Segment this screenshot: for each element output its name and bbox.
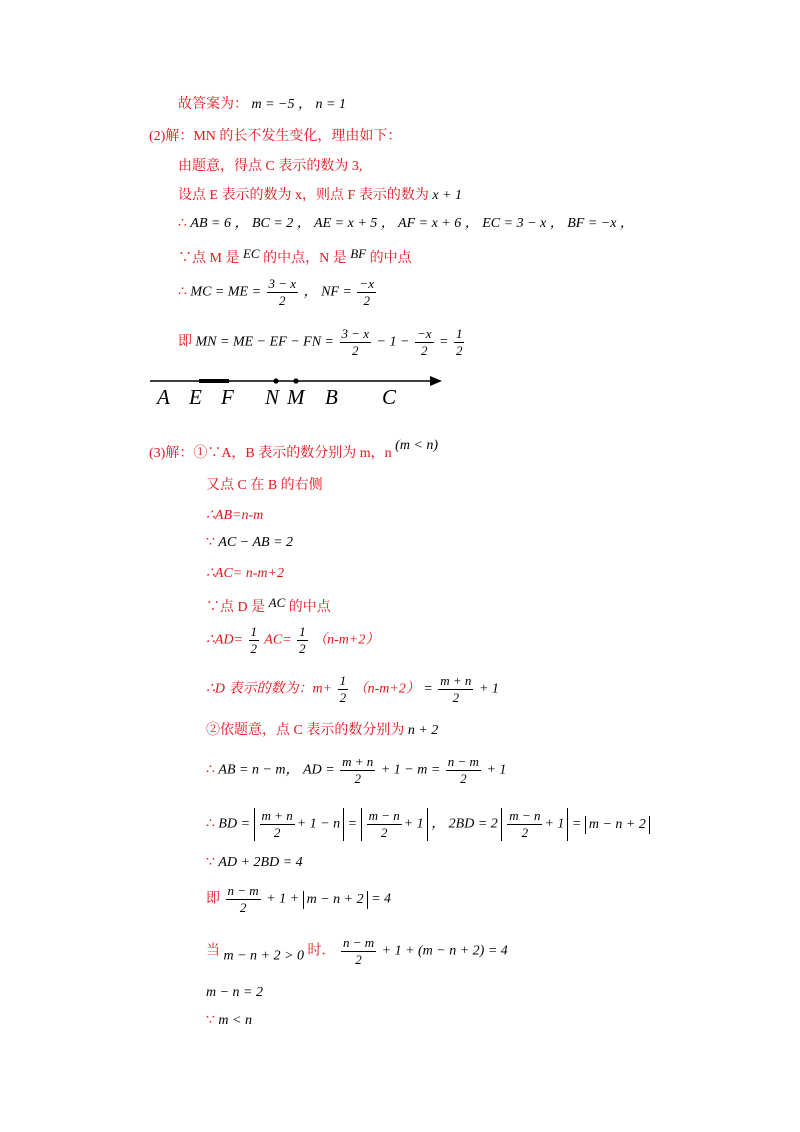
c-value-text: ②依题意，点 C 表示的数分别为 — [206, 723, 405, 738]
part2-heading: (2)解：MN 的长不发生变化，理由如下： — [149, 129, 402, 144]
ad-expr-2: AC= — [264, 632, 292, 648]
label-b: B — [325, 385, 338, 409]
d-midpoint-text-1: ∵点 D 是 — [206, 600, 266, 615]
abs-tail: + 1 — [403, 816, 424, 832]
c-value-line — [206, 722, 438, 740]
absolute-value-simple: m − n + 2 — [303, 891, 368, 909]
numerator: 3 − x — [341, 326, 370, 341]
denominator: 2 — [363, 293, 370, 308]
fraction — [341, 935, 376, 968]
ab-expr: AB = n − m， — [218, 762, 300, 778]
denominator: 2 — [279, 293, 286, 308]
fraction — [297, 624, 308, 657]
ad-expr-3: + 1 — [486, 762, 507, 778]
fraction — [415, 326, 434, 359]
numerator: 1 — [250, 624, 258, 639]
ad-expr-3: （n-m+2） — [313, 632, 380, 648]
denominator: 2 — [380, 825, 388, 840]
ac-ab-line — [206, 534, 293, 552]
numerator: m − n — [509, 808, 541, 823]
point-c-statement: 由题意，得点 C 表示的数为 3, — [178, 159, 363, 174]
therefore-symbol: ∴ — [206, 762, 215, 778]
abs-tail: + 1 − n — [296, 816, 341, 832]
numerator: 1 — [455, 326, 463, 341]
numerator: m + n — [261, 808, 293, 823]
numerator: n − m — [342, 935, 375, 950]
denominator: 2 — [521, 825, 529, 840]
fraction — [226, 883, 261, 916]
ad-line — [206, 624, 379, 657]
ad-2bd-math: AD + 2BD = 4 — [218, 855, 303, 870]
fraction — [267, 276, 299, 309]
segment-bf: BF — [350, 246, 367, 261]
label-m: M — [287, 385, 305, 409]
shi-label: 时． — [307, 943, 336, 959]
lengths-math: AB = 6 ， BC = 2 ， AE = x + 5 ， AF = x + 6 ， EC = 3 − x ， BF = −x ， — [190, 216, 634, 231]
label-c: C — [382, 385, 397, 409]
denominator: 2 — [354, 771, 361, 786]
part3-label: (3)解：①∵A，B 表示的数分别为 m，n — [149, 446, 392, 461]
point-m — [293, 378, 298, 383]
d-midpoint-text-2: 的中点 — [288, 600, 331, 615]
midpoint-text-3: 的中点 — [369, 251, 412, 266]
therefore-symbol: ∴ — [206, 816, 215, 832]
fraction — [357, 276, 376, 309]
equals: = — [571, 816, 582, 832]
answer-label: 故答案为： — [178, 97, 248, 112]
because-symbol: ∵ — [206, 535, 215, 550]
label-e: E — [189, 385, 202, 409]
fraction — [340, 326, 372, 359]
bd-line — [206, 808, 650, 841]
assume-e-line — [178, 187, 462, 205]
label-a: A — [157, 385, 170, 409]
numerator: −x — [416, 326, 432, 341]
midpoint-text-1: ∵点 M 是 — [178, 251, 240, 266]
ad-expr: ∴AD= — [206, 632, 244, 648]
absolute-value — [501, 808, 568, 841]
ji-label: 即 — [178, 334, 192, 350]
equation-line — [206, 883, 391, 916]
ac-value: ∴AC= n-m+2 — [206, 566, 284, 581]
bd-expr: BD = — [218, 816, 251, 832]
numerator: n − m — [227, 883, 259, 898]
part3-heading — [149, 437, 438, 463]
equals: = — [423, 681, 433, 697]
d-expr: ∴D 表示的数为：m+ — [206, 681, 333, 697]
equals: = — [439, 334, 449, 350]
denominator: 2 — [355, 952, 362, 967]
denominator: 2 — [352, 343, 359, 358]
denominator: 2 — [299, 641, 306, 656]
answer-math: m = −5 ， n = 1 — [251, 97, 346, 112]
absolute-value-simple: m − n + 2 — [585, 816, 650, 834]
fraction — [260, 808, 295, 841]
abs-tail: + 1 — [544, 816, 565, 832]
case-condition: m − n + 2 > 0 — [223, 948, 304, 964]
fraction — [340, 754, 375, 787]
numerator: 1 — [299, 624, 306, 639]
c-right-of-b: 又点 C 在 B 的右侧 — [206, 478, 323, 493]
segment-ec: EC — [242, 246, 260, 261]
axis-arrow-icon — [430, 376, 442, 386]
d-expr-3: + 1 — [478, 681, 499, 697]
case-expr: + 1 + (m − n + 2) = 4 — [381, 943, 508, 959]
therefore-symbol: ∴ — [178, 216, 187, 231]
m-less-n: (m < n) — [395, 438, 439, 453]
because-symbol: ∵ — [206, 855, 215, 870]
denominator: 2 — [420, 343, 428, 358]
equation-expr-2: = 4 — [371, 891, 392, 907]
d-value-line — [206, 673, 499, 706]
denominator: 2 — [452, 690, 460, 705]
fraction — [367, 808, 402, 841]
numerator: m + n — [342, 754, 374, 769]
answer-line — [178, 96, 346, 114]
two-bd-expr: ， 2BD = 2 — [431, 816, 498, 832]
m-less-n-math: m < n — [218, 1013, 252, 1028]
fraction — [438, 673, 473, 706]
nf-expr: ， NF = — [303, 284, 352, 300]
denominator: 2 — [339, 690, 347, 705]
mn-line — [178, 326, 466, 359]
mc-nf-line — [178, 276, 378, 309]
because-symbol: ∵ — [206, 1013, 215, 1028]
midpoint-line — [178, 245, 412, 268]
equals: = — [347, 816, 358, 832]
ab-ad-line — [206, 754, 506, 787]
absolute-value — [361, 808, 428, 841]
denominator: 2 — [460, 771, 467, 786]
mc-expr: MC = ME = — [190, 284, 262, 300]
d-midpoint-line — [206, 594, 331, 617]
m-minus-n: m − n = 2 — [206, 985, 264, 1000]
c-value-math: n + 2 — [407, 723, 439, 738]
ac-ab-math: AC − AB = 2 — [218, 535, 294, 550]
fraction — [454, 326, 465, 359]
denominator: 2 — [250, 641, 258, 656]
case-line — [206, 935, 508, 968]
numerator: 3 − x — [268, 276, 297, 291]
ad-2bd-line — [206, 854, 303, 872]
ji-label: 即 — [206, 891, 220, 907]
d-expr-2: （n-m+2） — [353, 681, 420, 697]
numerator: 1 — [339, 673, 347, 688]
midpoint-text-2: 的中点，N 是 — [263, 251, 347, 266]
segment-ac: AC — [268, 595, 286, 610]
ad-expr-2: + 1 − m = — [380, 762, 441, 778]
fraction — [507, 808, 542, 841]
fraction — [446, 754, 481, 787]
point-n — [273, 378, 278, 383]
numerator: m + n — [440, 673, 472, 688]
assume-e-text: 设点 E 表示的数为 x，则点 F 表示的数为 — [178, 188, 429, 203]
equation-expr: + 1 + — [266, 891, 300, 907]
fraction — [249, 624, 260, 657]
therefore-symbol: ∴ — [178, 284, 187, 300]
ab-value: ∴AB=n-m — [206, 508, 264, 523]
m-less-n-line — [206, 1012, 252, 1030]
dang-label: 当 — [206, 943, 220, 959]
numerator: −x — [359, 276, 374, 291]
ad-expr: AD = — [303, 762, 335, 778]
mn-expr-2: − 1 − — [376, 334, 410, 350]
label-n: N — [265, 385, 280, 409]
numerator: m − n — [368, 808, 400, 823]
denominator: 2 — [273, 825, 281, 840]
lengths-line — [178, 215, 634, 233]
numerator: n − m — [447, 754, 479, 769]
mn-expr: MN = ME − EF − FN = — [195, 334, 334, 350]
denominator: 2 — [455, 343, 463, 358]
absolute-value — [254, 808, 345, 841]
denominator: 2 — [239, 900, 247, 915]
fraction — [338, 673, 349, 706]
f-value-math: x + 1 — [432, 188, 463, 203]
label-f: F — [221, 385, 234, 409]
